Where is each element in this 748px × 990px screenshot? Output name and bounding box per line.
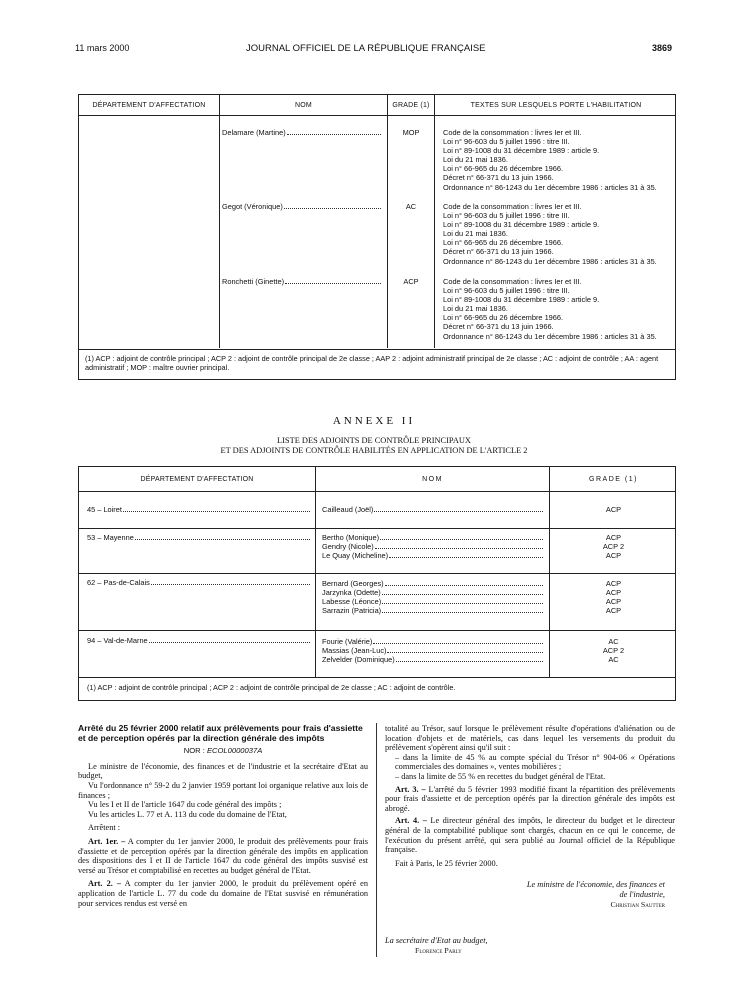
signature-minister: Le ministre de l'économie, des finances et de l'industrie, Christian Sautter <box>526 880 665 909</box>
dept-label: 45 – Loiret <box>87 505 311 514</box>
arrete-right-column <box>385 724 675 909</box>
header-journal-title: JOURNAL OFFICIEL DE LA RÉPUBLIQUE FRANÇAISE <box>246 43 486 54</box>
nor-reference: NOR : ECOL0000037A <box>183 746 263 756</box>
article-3: Art. 3. – L'arrêté du 5 février 1993 modifié fixant la répartition des prélèvements pour frais d'assiette et de perception opérés par la direction générale des impôts est abrogé. <box>385 784 675 813</box>
arretent-label: Arrêtent : <box>88 823 121 833</box>
header-date: 11 mars 2000 <box>75 43 130 53</box>
habilitation-table <box>78 94 676 380</box>
adjoints-table <box>78 466 676 701</box>
table-row-name: Zelvelder (Dominique) <box>322 655 544 664</box>
table-row-grade: AC <box>405 202 417 211</box>
table-row-name: Massias (Jean-Luc) <box>322 646 544 655</box>
signature-date: Fait à Paris, le 25 février 2000. <box>395 858 498 868</box>
dept-label: 53 – Mayenne <box>87 533 311 542</box>
table1-header-name: NOM <box>295 102 312 109</box>
table-row-grade: ACP <box>605 551 622 560</box>
table-row-name: Le Quay (Micheline) <box>322 551 544 560</box>
article-2-continued: totalité au Trésor, sauf lorsque le prélèvement résulte d'opérations d'aliénation ou de location d'objets et de matériels, cas dans lequel les versements du produit du prélèvement s'opèrent ainsi qu'il suit : <box>385 724 675 753</box>
table-row-name: Gegot (Véronique) <box>222 202 382 211</box>
table-row-texts: Code de la consommation : livres Ier et III. Loi n° 96-603 du 5 juillet 1996 : titre III. Loi n° 89-1008 du 31 décembre 1989 : article 9. Loi du 21 mai 1836. Loi n° 66-965 du 26 décembre 1966. Décret n° 66-371 du 13 juin 1966. Ordonnance n° 86-1243 du 1er décembre 1986 : articles 31 à 35. <box>443 277 657 341</box>
table-row-grade: AC <box>608 655 619 664</box>
table-row-grade: ACP 2 <box>602 542 625 551</box>
table-row-name: Ronchetti (Ginette) <box>222 277 382 286</box>
table-row-name: Fourie (Valérie) <box>322 637 544 646</box>
annexe-subtitle-1: LISTE DES ADJOINTS DE CONTRÔLE PRINCIPAUX <box>277 436 471 445</box>
table-row-texts: Code de la consommation : livres Ier et III. Loi n° 96-603 du 5 juillet 1996 : titre III. Loi n° 89-1008 du 31 décembre 1989 : article 9. Loi du 21 mai 1836. Loi n° 66-965 du 26 décembre 1966. Décret n° 66-371 du 13 juin 1966. Ordonnance n° 86-1243 du 1er décembre 1986 : articles 31 à 35. <box>443 202 657 266</box>
table-row-texts: Code de la consommation : livres Ier et III. Loi n° 96-603 du 5 juillet 1996 : titre III. Loi n° 89-1008 du 31 décembre 1989 : article 9. Loi du 21 mai 1836. Loi n° 66-965 du 26 décembre 1966. Décret n° 66-371 du 13 juin 1966. Ordonnance n° 86-1243 du 1er décembre 1986 : articles 31 à 35. <box>443 128 657 192</box>
table-row-grade: MOP <box>402 128 420 137</box>
table2-footnote: (1) ACP : adjoint de contrôle principal ; ACP 2 : adjoint de contrôle principal de 2e classe ; AC : adjoint de contrôle. <box>87 683 456 692</box>
dash-item: – dans la limite de 55 % en recettes du budget général de l'Etat. <box>395 771 606 781</box>
dept-label: 62 – Pas-de-Calais <box>87 578 311 587</box>
table1-footnote: (1) ACP : adjoint de contrôle principal ; ACP 2 : adjoint de contrôle principal de 2e classe ; AAP 2 : adjoint administratif principal de 2e classe ; AC : adjoint de contrôle ; AA : agent administratif ; MOP : maître ouvrier principal. <box>85 354 659 372</box>
table-row-grade: ACP <box>605 505 622 514</box>
table-row-name: Sarrazin (Patricia) <box>322 606 544 615</box>
table-row-grade: AC <box>608 637 619 646</box>
table-row-name: Jarzynka (Odette) <box>322 588 544 597</box>
table1-header-texts: TEXTES SUR LESQUELS PORTE L'HABILITATION <box>470 102 642 109</box>
article-1: Art. 1er. – A compter du 1er janvier 2000, le produit des prélèvements pour frais d'assiette et de perception opérés par la direction générale des impôts en application des dispositions des I et II de l'article 1647 du code général des impôts susvisé est versé au Trésor et comptabilisé en recettes au budget général de l'Etat. <box>78 836 368 875</box>
table-row-grade: ACP <box>605 579 622 588</box>
article-2: Art. 2. – A compter du 1er janvier 2000, le produit du prélèvement opéré en application de l'article L. 77 du code du domaine de l'Etat susvisé en rémunération pour services rendus est versé en <box>78 879 369 908</box>
table-row-grade: ACP <box>605 588 622 597</box>
table-row-grade: ACP <box>605 533 622 542</box>
table2-header-name: NOM <box>422 476 443 483</box>
dept-label: 94 – Val-de-Marne <box>87 636 311 645</box>
table-row-name: Bertho (Monique) <box>322 533 544 542</box>
table-row-name: Gendry (Nicole) <box>322 542 544 551</box>
table-row-grade: ACP <box>605 606 622 615</box>
vu-paragraph: Vu les I et II de l'article 1647 du code général des impôts ; <box>88 800 282 810</box>
table-row-grade: ACP 2 <box>602 646 625 655</box>
table2-header-grade: GRADE (1) <box>589 476 638 483</box>
table-row-grade: ACP <box>605 597 622 606</box>
table-row-name: Cailleaud (Joël) <box>322 505 544 514</box>
table1-header-dept: DÉPARTEMENT D'AFFECTATION <box>92 102 206 109</box>
preamble-paragraph: Le ministre de l'économie, des finances et de l'industrie et la secrétaire d'Etat au budget, <box>78 761 368 781</box>
dash-item: – dans la limite de 45 % au compte spécial du Trésor n° 904-06 « Opérations commerciales des domaines », ventes mobilières ; <box>395 752 675 772</box>
signature-secretary: La secrétaire d'Etat au budget, Florence Parly <box>385 936 488 955</box>
annexe-subtitle-2: ET DES ADJOINTS DE CONTRÔLE HABILITÉS EN APPLICATION DE L'ARTICLE 2 <box>220 446 528 455</box>
header-page-number: 3869 <box>652 43 673 53</box>
arrete-left-column <box>78 724 368 908</box>
table-row-name: Delamare (Martine) <box>222 128 382 137</box>
table2-header-dept: DÉPARTEMENT D'AFFECTATION <box>140 476 254 483</box>
column-divider <box>376 723 377 957</box>
table-row-grade: ACP <box>403 277 419 286</box>
table-row-name: Labesse (Léonce) <box>322 597 544 606</box>
annexe-title: ANNEXE II <box>332 415 416 427</box>
article-4: Art. 4. – Le directeur général des impôts, le directeur du budget et le directeur général de la comptabilité publique sont chargés, chacun en ce qui le concerne, de l'exécution du présent arrêté, qui sera publié au Journal officiel de la République française. <box>385 816 675 855</box>
table-row-name: Bernard (Georges) <box>322 579 544 588</box>
table1-header-grade: GRADE (1) <box>392 102 430 109</box>
vu-paragraph: Vu l'ordonnance n° 59-2 du 2 janvier 1959 portant loi organique relative aux lois de finances ; <box>78 780 368 800</box>
vu-paragraph: Vu les articles L. 77 et A. 113 du code du domaine de l'Etat, <box>88 809 287 819</box>
arrete-title: Arrêté du 25 février 2000 relatif aux prélèvements pour frais d'assiette et de perception opérés par la direction générale des impôts <box>78 723 363 743</box>
